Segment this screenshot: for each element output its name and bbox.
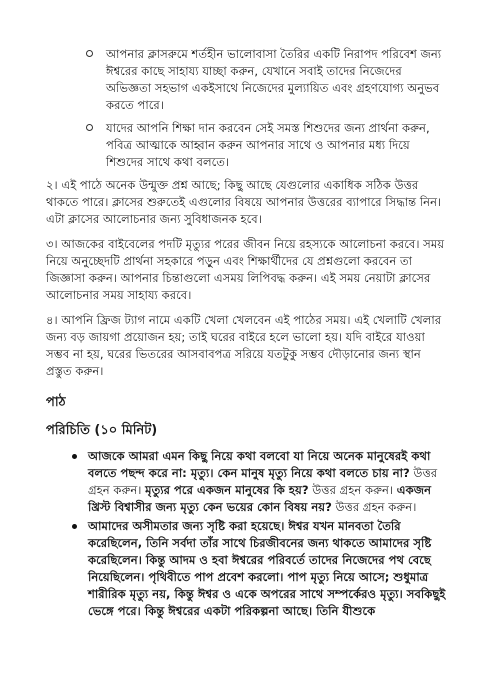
bullet-dot-icon — [72, 454, 77, 459]
bullet-item — [72, 518, 447, 620]
hollow-circle-bullet-icon — [86, 124, 93, 131]
sub-list — [46, 46, 447, 171]
bold-question: মৃত্যুর পরে একজন মানুষের কি হয়? — [145, 483, 309, 497]
bold-question: আজকে আমরা এমন কিছু নিয়ে কথা বলবো যা নিয়ে অনেক মানুষেরই কথা বলতে পছন্দ করে না: মৃত্যু। কেন মানুষ মৃত্যু নিয়ে কথা বলতে চায় না? — [88, 449, 431, 480]
bullet-list — [46, 448, 447, 620]
bold-question: একজন খ্রিস্ট বিশ্বাসীর জন্য মৃত্যু কেন ভয়ের কোন বিষয় নয়? — [88, 483, 432, 514]
hollow-circle-bullet-icon — [86, 50, 93, 57]
numbered-paragraph-3: ৩। আজকের বাইবেলের পদটি মৃত্যুর পরের জীবন নিয়ে রহস্যকে আলোচনা করবে। সময় নিয়ে অনুচ্ছেদটি প্রার্থনা সহকারে পড়ুন এবং শিক্ষার্থীদের যে প্রশ্নগুলো করবেন তা জিজ্ঞাসা করুন। আপনার চিন্তাগুলো এসময় লিপিবদ্ধ করুন। এই সময় নেয়াটা ক্লাসের আলোচনার সময় সাহায্য করবে। — [46, 237, 445, 302]
sub-list-item — [46, 120, 447, 171]
response-note: উত্তর গ্রহন করুন। — [331, 500, 417, 514]
bullet-dot-icon — [72, 524, 77, 529]
bullet-text: আমাদের অসীমতার জন্য সৃষ্টি করা হয়েছে। ঈশ্বর যখন মানবতা তৈরি করেছিলেন, তিনি সর্বদা তাঁর সাথে চিরজীবনের জন্য থাকতে আমাদের সৃষ্টি করেছিলেন। কিন্তু আদম ও হবা ঈশ্বরের পরিবর্তে তাদের নিজেদের পথ বেছে নিয়েছিলেন। পৃথিবীতে পাপ প্রবেশ করলো। পাপ মৃত্যু নিয়ে আসে; শুধুমাত্র শারীরিক মৃত্যু নয়, কিন্তু ঈশ্বর ও একে অপরের সাথে সম্পর্কেরও মৃত্যু। সবকিছুই ভেঙ্গে পরে। কিন্তু ঈশ্বরের একটা পরিকল্পনা আছে। তিনি যীশুকে — [88, 519, 446, 618]
sub-list-item — [46, 46, 447, 114]
lesson-heading: পাঠ — [46, 395, 66, 410]
numbered-paragraph-2: ২। এই পাঠে অনেক উন্মুক্ত প্রশ্ন আছে; কিছু আছে যেগুলোর একাধিক সঠিক উত্তর থাকতে পারে। ক্লাসের শুরুতেই এগুলোর বিষয়ে আপনার উত্তরের ব্যাপারে সিদ্ধান্ত নিন। এটা ক্লাসের আলোচনার জন্য সুবিধাজনক হবে। — [46, 178, 442, 226]
sub-item-text: যাদের আপনি শিক্ষা দান করবেন সেই সমস্ত শিশুদের জন্য প্রার্থনা করুন, পবিত্র আত্মাকে আহ্বান করুন আপনার সাথে ও আপনার মধ্য দিয়ে শিশুদের সাথে কথা বলতে। — [106, 121, 430, 169]
sub-item-text: আপনার ক্লাসরুমে শর্তহীন ভালোবাসা তৈরির একটি নিরাপদ পরিবেশ জন্য ঈশ্বরের কাছে সাহায্য যাচ্ছা করুন, যেখানে সবাই তাদের নিজেদের অভিজ্ঞতা সহভাগ একইসাথে নিজেদের মুল্যায়িত এবং গ্রহণযোগ্য অনুভব করতে পারে। — [106, 47, 442, 112]
response-note: উত্তর গ্রহন করুন। — [88, 466, 438, 497]
response-note: উত্তর গ্রহন করুন। — [308, 483, 397, 497]
bullet-item — [72, 448, 447, 516]
intro-heading: পরিচিতি (১০ মিনিট) — [46, 423, 158, 438]
numbered-paragraph-4: ৪। আপনি ফ্রিজ ট্যাগ নামে একটি খেলা খেলবেন এই পাঠের সময়। এই খেলাটি খেলার জন্য বড় জায়গা প্রয়োজন হয়; তাই ঘরের বাইরে হলে ভালো হয়। যদি বাইরে যাওয়া সম্ভব না হয়, ঘরের ভিতরের আসবাবপত্র সরিয়ে যতটুকু সম্ভব দৌড়ানোর জন্য স্থান প্রস্তুত করুন। — [46, 313, 442, 378]
